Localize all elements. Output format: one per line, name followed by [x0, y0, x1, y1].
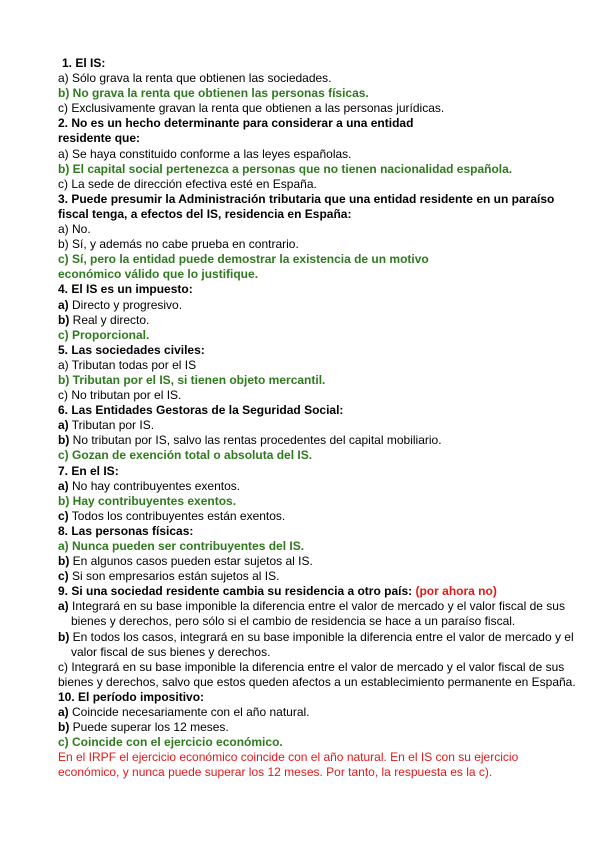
q1-option-c: c) Exclusivamente gravan la renta que obtienen a las personas jurídicas. — [58, 101, 445, 116]
question-8: 8. Las personas físicas: — [58, 523, 194, 538]
q9-option-b-text: En todos los casos, integrará en su base imponible la diferencia entre el valor de mercado y el valor fiscal de sus bienes y derechos. — [71, 629, 574, 659]
q10-option-a — [58, 705, 578, 720]
q10-option-a-label: a) — [58, 705, 69, 720]
q10-option-b-text: Puede superar los 12 meses. — [72, 720, 229, 735]
question-5: 5. Las sociedades civiles: — [58, 342, 205, 357]
question-4: 4. El IS es un impuesto: — [58, 282, 193, 297]
q8-option-b-text: En algunos casos pueden estar sujetos al IS. — [72, 554, 313, 569]
q7-option-b-correct: b) Hay contribuyentes exentos. — [58, 493, 237, 508]
q9-option-b-label: b) — [58, 629, 70, 644]
q10-option-b-label: b) — [58, 720, 70, 735]
q1-option-a: a) Sólo grava la renta que obtienen las sociedades. — [58, 71, 332, 86]
q5-option-c: c) No tributan por el IS. — [58, 388, 182, 403]
q4-option-a-label: a) — [58, 297, 69, 312]
q2-option-c: c) La sede de dirección efectiva esté en España. — [58, 176, 317, 191]
q7-option-a-label: a) — [58, 478, 69, 493]
question-2-line-2: residente que: — [58, 131, 141, 146]
question-3: 3. Puede presumir la Administración tributaria que una entidad residente en un paraíso fiscal tenga, a efectos del IS, residencia en España: — [58, 191, 555, 221]
q9-option-a-text: Integrará en su base imponible la diferencia entre el valor de mercado y el valor fiscal de sus bienes y derechos, pero sólo si el cambio de residencia se hace a un paraíso fiscal. — [71, 599, 565, 629]
q10-option-b — [58, 720, 578, 735]
q6-option-a — [58, 418, 578, 433]
q6-option-b-text: No tributan por IS, salvo las rentas procedentes del capital mobiliario. — [72, 433, 442, 448]
q8-option-c-label: c) — [58, 569, 69, 584]
q8-option-c-text: Si son empresarios están sujetos al IS. — [72, 569, 280, 584]
question-9-text: 9. Si una sociedad residente cambia su residencia a otro país: — [58, 584, 413, 599]
q8-option-c — [58, 569, 578, 584]
q7-option-a-text: No hay contribuyentes exentos. — [72, 478, 241, 493]
q4-option-a-text: Directo y progresivo. — [72, 297, 183, 312]
q1-option-b-correct: b) No grava la renta que obtienen las personas físicas. — [58, 86, 369, 101]
q4-option-b-label: b) — [58, 312, 70, 327]
q10-option-c-correct: c) Coincide con el ejercicio económico. — [58, 735, 283, 750]
q9-option-b — [58, 630, 578, 660]
q4-option-a — [58, 298, 578, 313]
q7-option-c — [58, 509, 578, 524]
question-10: 10. El período impositivo: — [58, 689, 205, 704]
question-1: 1. El IS: — [62, 56, 106, 70]
q8-option-a-correct: a) Nunca pueden ser contribuyentes del IS. — [58, 539, 305, 553]
question-9 — [58, 584, 578, 599]
q3-option-a: a) No. — [58, 222, 91, 237]
question-6: 6. Las Entidades Gestoras de la Seguridad Social: — [58, 403, 344, 418]
q9-option-a-label: a) — [58, 599, 69, 614]
q6-option-a-text: Tributan por IS. — [71, 418, 155, 433]
q7-option-c-label: c) — [58, 508, 69, 523]
q6-option-a-label: a) — [58, 418, 69, 433]
q2-option-b-correct: b) El capital social pertenezca a personas que no tienen nacionalidad española. — [58, 161, 513, 176]
q6-option-c-correct: c) Gozan de exención total o absoluta del IS. — [58, 448, 313, 463]
q10-option-a-text: Coincide necesariamente con el año natural. — [72, 705, 310, 720]
q7-option-a — [58, 479, 578, 494]
q8-option-b-label: b) — [58, 554, 70, 569]
q10-explanation: En el IRPF el ejercicio económico coincide con el año natural. En el IS con su ejercicio económico, y nunca puede superar los 12 meses. Por tanto, la respuesta es la c). — [58, 750, 519, 780]
q4-option-c-correct: c) Proporcional. — [58, 327, 150, 342]
question-9-note: (por ahora no) — [415, 584, 497, 599]
q3-option-b: b) Sí, y además no cabe prueba en contrario. — [58, 237, 299, 252]
q7-option-c-text: Todos los contribuyentes están exentos. — [71, 508, 286, 523]
q5-option-a: a) Tributan todas por el IS — [58, 357, 197, 372]
q6-option-b — [58, 433, 578, 448]
q6-option-b-label: b) — [58, 433, 70, 448]
q9-option-a — [58, 599, 578, 629]
q3-option-c-correct-line-2: económico válido que lo justifique. — [58, 267, 259, 282]
q8-option-b — [58, 554, 578, 569]
document-page — [58, 56, 578, 781]
q2-option-a: a) Se haya constituido conforme a las leyes españolas. — [58, 146, 352, 161]
q9-option-c: c) Integrará en su base imponible la diferencia entre el valor de mercado y el valor fiscal de sus bienes y derechos, salvo que estos queden afectos a un establecimiento permanente en España. — [58, 659, 576, 689]
q4-option-b-text: Real y directo. — [72, 312, 150, 327]
question-7: 7. En el IS: — [58, 463, 119, 478]
q4-option-b — [58, 313, 578, 328]
question-2-line-1: 2. No es un hecho determinante para considerar a una entidad — [58, 116, 414, 131]
q5-option-b-correct: b) Tributan por el IS, si tienen objeto mercantil. — [58, 372, 326, 387]
q3-option-c-correct-line-1: c) Sí, pero la entidad puede demostrar la existencia de un motivo — [58, 252, 429, 267]
